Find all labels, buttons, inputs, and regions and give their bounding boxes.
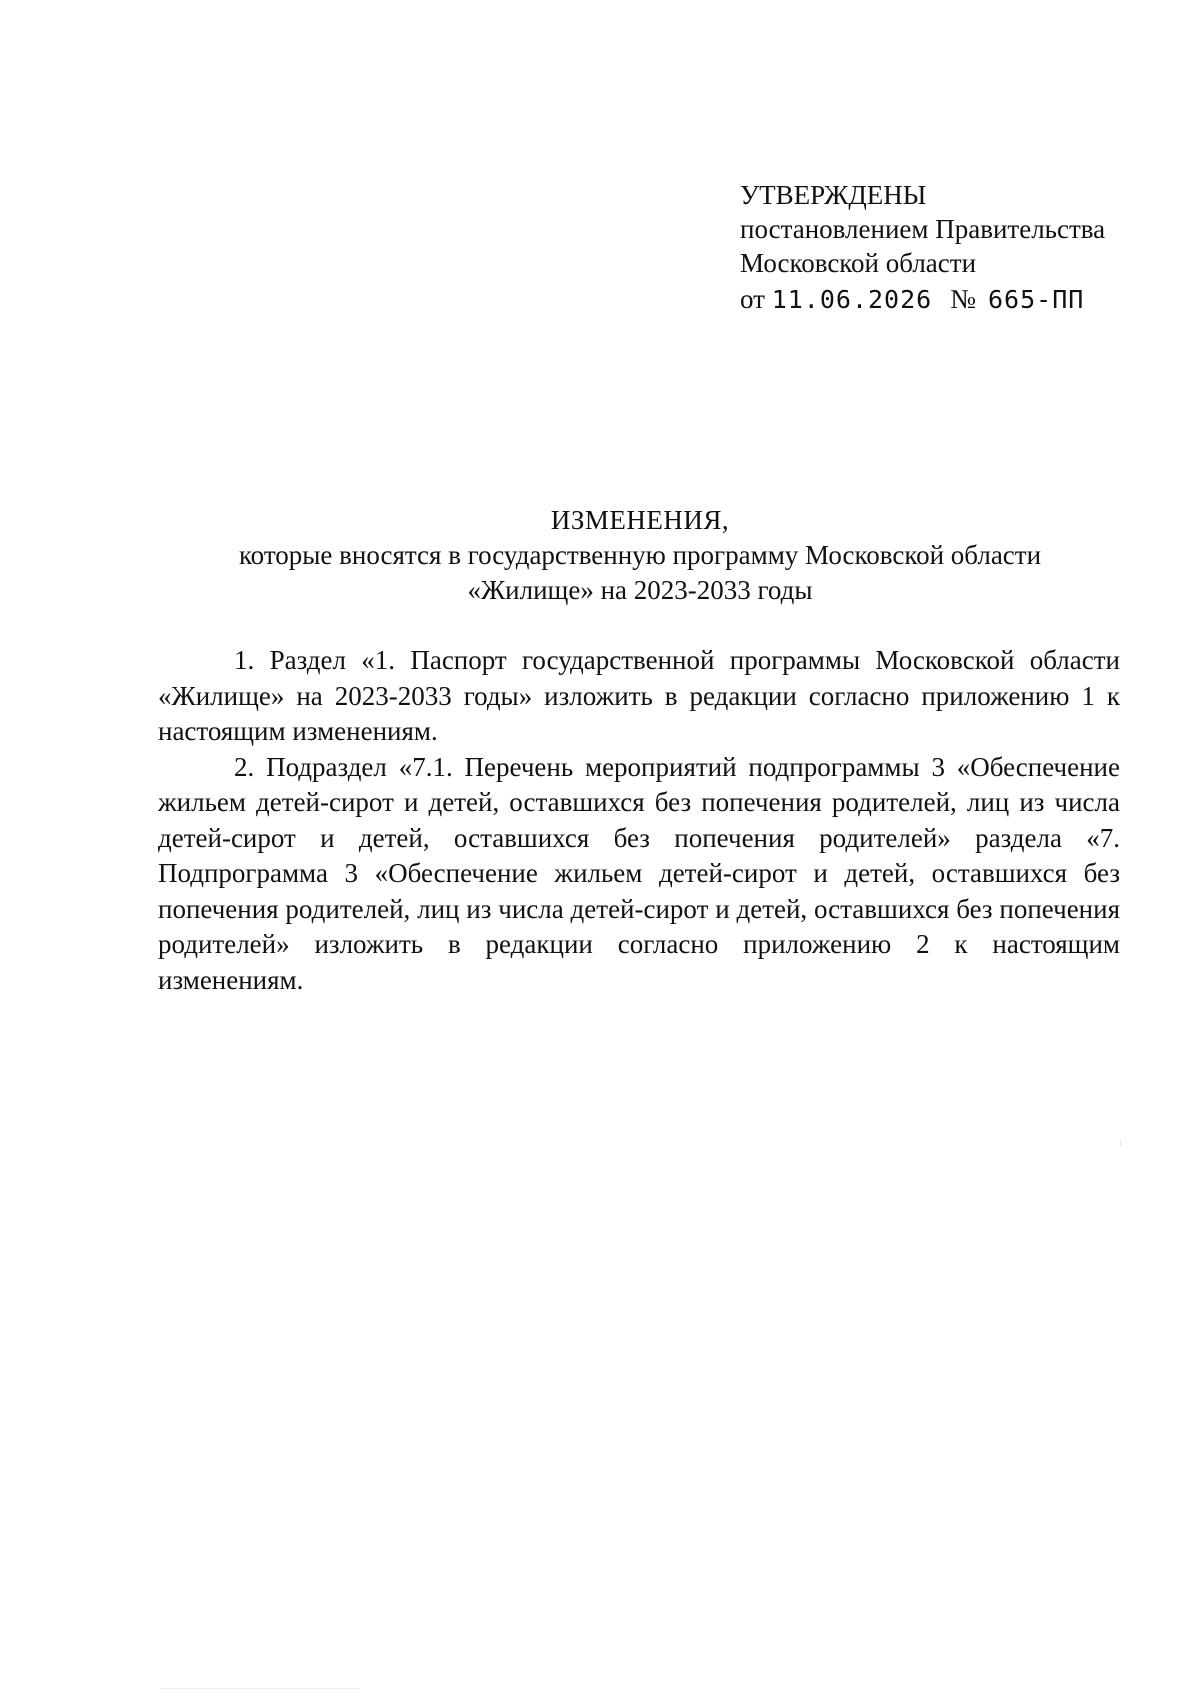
approval-date: 11.06.2026 [771,285,933,314]
scan-artifact [1120,1140,1121,1146]
document-body [158,643,1120,998]
paragraph-2: 2. Подраздел «7.1. Перечень мероприятий подпрограммы 3 «Обеспечение жильем детей-сирот и детей, оставшихся без попечения родителей, лиц из числа детей-сирот и детей, оставшихся без попечения родителей» раздела «7. Подпрограмма 3 «Обеспечение жильем детей-сирот и детей, оставшихся без попечения родителей, лиц из числа детей-сирот и детей, оставшихся без попечения родителей» изложить в редакции согласно приложению 2 к настоящим изменениям. [158,751,1120,995]
approval-line-2: Московской области [740,248,977,278]
approval-line-1: постановлением Правительства [740,214,1106,244]
scan-artifact [160,1688,360,1689]
approval-date-line [740,282,1160,317]
number-sign: № [950,284,976,314]
document-heading [150,503,1130,608]
paragraph-1: 1. Раздел «1. Паспорт государственной программы Московской области «Жилище» на 2023-2033 годы» изложить в редакции согласно приложению 1 к настоящим изменениям. [158,645,1120,746]
date-prefix: от [740,284,765,314]
document-subtitle-line-1: которые вносятся в государственную программу Московской области [238,540,1042,570]
approval-block [740,178,1160,317]
approval-title: УТВЕРЖДЕНЫ [740,180,927,210]
approval-number: 665-ПП [987,285,1085,314]
document-title: ИЗМЕНЕНИЯ, [550,505,730,535]
document-subtitle-line-2: «Жилище» на 2023-2033 годы [467,575,813,605]
